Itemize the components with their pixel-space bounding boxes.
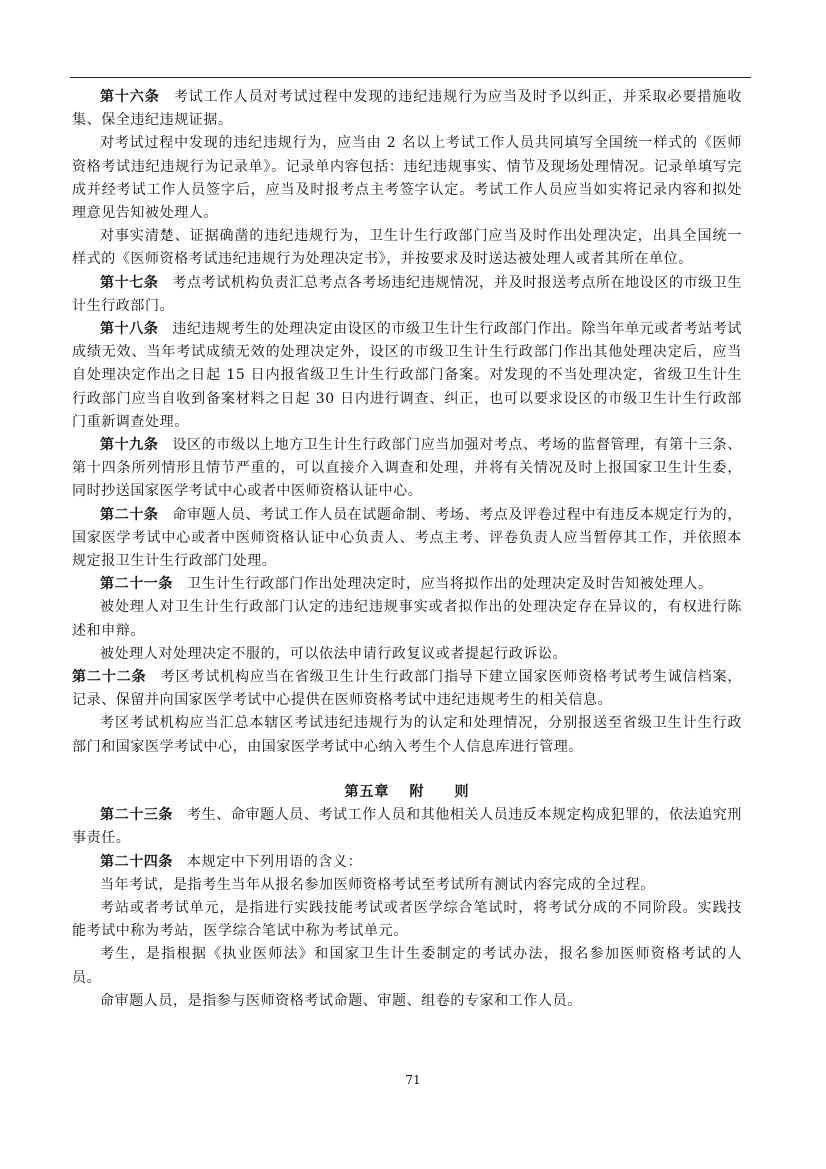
article-paragraph	[72, 86, 742, 132]
article-paragraph	[72, 573, 742, 596]
article-text: 命审题人员，是指参与医师资格考试命题、审题、组卷的专家和工作人员。	[100, 992, 582, 1009]
article-paragraph	[72, 874, 742, 897]
section-violations	[72, 86, 742, 759]
article-text: 考点考试机构负责汇总考点各考场违纪违规情况，并及时报送考点所在地设区的市级卫生计生行政部门。	[72, 274, 742, 314]
article-text: 被处理人对卫生计生行政部门认定的违纪违规事实或者拟作出的处理决定存在异议的，有权进行陈述和申辩。	[72, 599, 742, 639]
article-paragraph	[72, 434, 742, 504]
article-text: 本规定中下列用语的含义：	[187, 853, 363, 870]
article-paragraph	[72, 990, 742, 1013]
article-heading: 第十六条	[100, 89, 160, 105]
article-paragraph	[72, 596, 742, 642]
article-paragraph	[72, 897, 742, 943]
article-heading: 第十七条	[100, 274, 159, 291]
article-text: 考站或者考试单元，是指进行实践技能考试或者医学综合笔试时，将考试分成的不同阶段。实践技能考试中称为考站，医学综合笔试中称为考试单元。	[72, 899, 742, 940]
article-text: 考区考试机构应当汇总本辖区考试违纪违规行为的认定和处理情况，分别报送至省级卫生计生行政部门和国家医学考试中心，由国家医学考试中心纳入考生个人信息库进行管理。	[72, 715, 742, 755]
header-rule	[70, 77, 751, 78]
article-paragraph	[72, 851, 742, 874]
article-text: 考生、命审题人员、考试工作人员和其他相关人员违反本规定构成犯罪的，依法追究刑事责任。	[72, 807, 742, 847]
article-text: 对事实清楚、证据确凿的违纪违规行为，卫生计生行政部门应当及时作出处理决定，出具全国统一样式的《医师资格考试违纪违规行为处理决定书》，并按要求及时送达被处理人或者其所在单位。	[72, 228, 742, 268]
article-paragraph	[72, 504, 742, 574]
page-number: 71	[405, 1073, 421, 1087]
article-heading: 第十八条	[100, 321, 159, 338]
article-text: 当年考试，是指考生当年从报名参加医师资格考试至考试所有测试内容完成的全过程。	[100, 876, 655, 893]
article-heading: 第十九条	[100, 437, 159, 454]
chapter-title: 附 则	[409, 783, 470, 800]
article-paragraph	[72, 804, 742, 850]
article-paragraph	[72, 943, 742, 989]
article-paragraph	[72, 272, 742, 318]
section-supplementary	[72, 804, 742, 1013]
chapter-number: 第五章	[344, 783, 390, 800]
article-paragraph	[72, 132, 742, 225]
article-paragraph	[72, 318, 742, 434]
article-text: 被处理人对处理决定不服的，可以依法申请行政复议或者提起行政诉讼。	[100, 645, 568, 662]
article-heading: 第二十二条	[72, 669, 147, 686]
article-text: 考试工作人员对考试过程中发现的违纪违规行为应当及时予以纠正，并采取必要措施收集、保全违纪违规证据。	[72, 89, 742, 129]
article-text: 违纪违规考生的处理决定由设区的市级卫生计生行政部门作出。除当年单元或者考站考试成绩无效、当年考试成绩无效的处理决定外，设区的市级卫生计生行政部门作出其他处理决定后，应当自处理决定作出之日起 15 日内报省级卫生计生行政部门备案。对发现的不当处理决定，省级卫生计生行政部门应当自收到备案材料之日起 30 日内进行调查、纠正，也可以要求设区的市级卫生计生行政部门重新调查处理。	[72, 321, 742, 430]
article-paragraph	[72, 225, 742, 271]
article-text: 对考试过程中发现的违纪违规行为，应当由 2 名以上考试工作人员共同填写全国统一样式的《医师资格考试违纪违规行为记录单》。记录单内容包括：违纪违规事实、情节及现场处理情况。记录单填写完成并经考试工作人员签字后，应当及时报考点主考签字认定。考试工作人员应当如实将记录内容和拟处理意见告知被处理人。	[72, 135, 742, 222]
article-heading: 第二十四条	[100, 853, 173, 870]
article-paragraph	[72, 643, 742, 666]
article-text: 考区考试机构应当在省级卫生计生行政部门指导下建立国家医师资格考试考生诚信档案，记录、保留并向国家医学考试中心提供在医师资格考试中违纪违规考生的相关信息。	[72, 669, 743, 709]
chapter-heading	[72, 781, 742, 804]
article-text: 设区的市级以上地方卫生计生行政部门应当加强对考点、考场的监督管理，有第十三条、第十四条所列情形且情节严重的，可以直接介入调查和处理，并将有关情况及时上报国家卫生计生委，同时抄送国家医学考试中心或者中医师资格认证中心。	[72, 437, 742, 500]
article-heading: 第二十三条	[100, 807, 174, 824]
article-paragraph	[72, 712, 742, 758]
document-body	[72, 86, 742, 1013]
article-heading: 第二十条	[100, 506, 159, 523]
article-text: 卫生计生行政部门作出处理决定时，应当将拟作出的处理决定及时告知被处理人。	[187, 576, 713, 593]
article-text: 命审题人员、考试工作人员在试题命制、考场、考点及评卷过程中有违反本规定行为的，国家医学考试中心或者中医师资格认证中心负责人、考点主考、评卷负责人应当暂停其工作，并依照本规定报卫生计生行政部门处理。	[72, 506, 742, 570]
article-heading: 第二十一条	[100, 576, 173, 593]
article-text: 考生，是指根据《执业医师法》和国家卫生计生委制定的考试办法，报名参加医师资格考试的人员。	[72, 946, 742, 986]
article-paragraph	[72, 666, 742, 712]
